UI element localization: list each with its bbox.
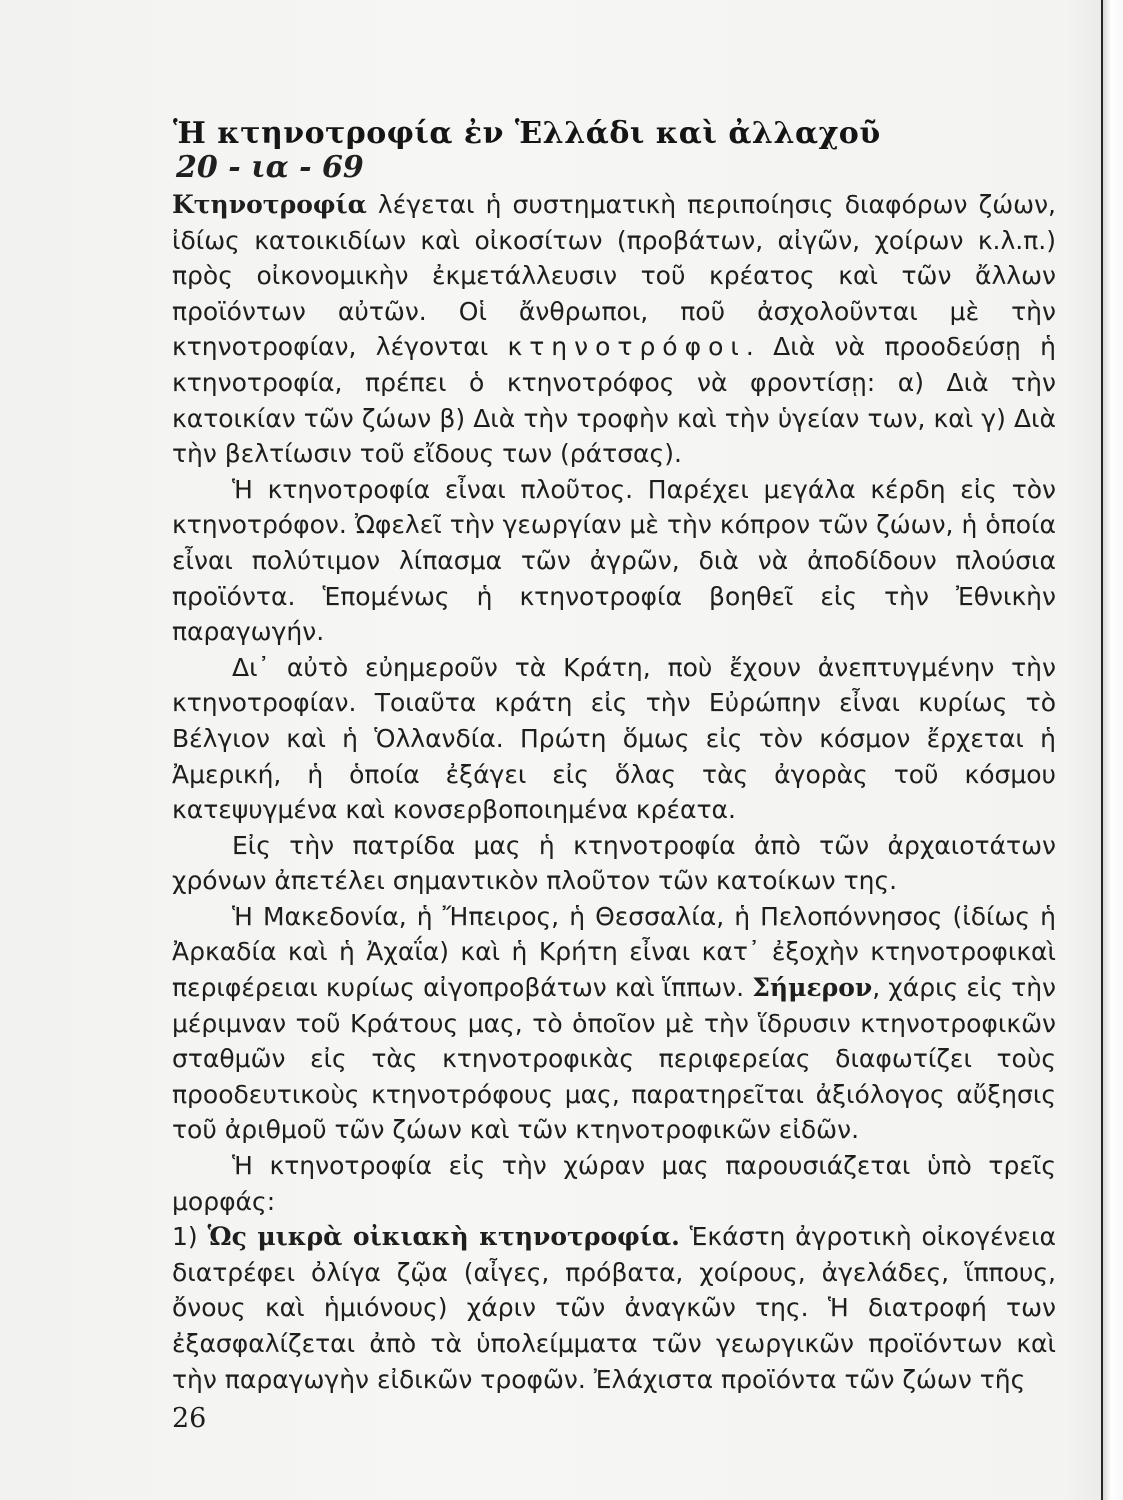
paragraph-text: λέγεται ἡ συστηματικὴ περιποίησις διαφόρων ζώων, ἰδίως κατοικιδίων καὶ οἰκοσίτων (προβάτων, αἰγῶν, χοίρων κ.λ.π.) πρὸς οἰκονομικὴν ἐκμετάλλευσιν τοῦ κρέατος καὶ τῶν ἄλλων προϊόντων αὐτῶν. Οἱ ἄνθρωποι, ποῦ ἀσχολοῦνται μὲ τὴν κτηνοτροφίαν, λέγονται <box>172 190 1056 362</box>
bold-term: Ὡς μικρὰ οἰκιακὴ κτηνοτροφία. <box>207 1222 680 1252</box>
paragraph-2: Ἡ κτηνοτροφία εἶναι πλοῦτος. Παρέχει μεγάλα κέρδη εἰς τὸν κτηνοτρόφον. Ὠφελεῖ τὴν γεωργίαν μὲ τὴν κόπρον τῶν ζώων, ἡ ὁποία εἶναι πολύτιμον λίπασμα τῶν ἀγρῶν, διὰ νὰ ἀποδίδουν πλούσια προϊόντα. Ἑπομένως ἡ κτηνοτροφία βοηθεῖ εἰς τὴν Ἐθνικὴν παραγωγήν. <box>172 474 1056 647</box>
paragraph-4: Εἰς τὴν πατρίδα μας ἡ κτηνοτροφία ἀπὸ τῶν ἀρχαιοτάτων χρόνων ἀπετέλει σημαντικὸν πλοῦτον τῶν κατοίκων της. <box>172 830 1056 896</box>
page-number: 26 <box>172 1403 207 1434</box>
paragraph-text: Ἑκάστη ἀγροτικὴ οἰκογένεια διατρέφει ὀλίγα ζῷα (αἶγες, πρόβατα, χοίρους, ἀγελάδες, ἵππους, ὄνους καὶ ἡμιόνους) χάριν τῶν ἀναγκῶν της. Ἡ διατροφή των ἐξασφαλίζεται ἀπὸ τὰ ὑπολείμματα τῶν γεωργικῶν προϊόντων καὶ τὴν παραγωγὴν εἰδικῶν τροφῶν. Ἐλάχιστα προϊόντα τῶν ζώων τῆς <box>172 1222 1057 1394</box>
spaced-term: κτηνοτρόφοι <box>507 332 746 362</box>
paragraph-1 <box>172 187 1056 472</box>
body-text <box>172 187 1056 1397</box>
paragraph-5 <box>172 899 1056 1148</box>
paragraph-text: Ἡ Μακεδονία, ἡ Ἤπειρος, ἡ Θεσσαλία, ἡ Πελοπόννησος (ἰδίως ἡ Ἀρκαδία καὶ ἡ Ἀχαΐα) καὶ ἡ Κρήτη εἶναι κατ᾽ ἐξοχὴν κτηνοτροφικαὶ περιφέρειαι κυρίως αἰγοπροβάτων καὶ ἵππων. <box>172 901 1056 1003</box>
page-edge <box>1101 0 1123 1500</box>
paragraph-3: Δι᾽ αὐτὸ εὐημεροῦν τὰ Κράτη, ποὺ ἔχουν ἀνεπτυγμένην τὴν κτηνοτροφίαν. Τοιαῦτα κράτη εἰς τὴν Εὐρώπην εἶναι κυρίως τὸ Βέλγιον καὶ ἡ Ὁλλανδία. Πρώτη ὅμως εἰς τὸν κόσμον ἔρχεται ἡ Ἀμερική, ἡ ὁποία ἐξάγει εἰς ὅλας τὰς ἀγορὰς τοῦ κόσμου κατεψυγμένα καὶ κονσερβοποιημένα κρέατα. <box>172 652 1056 825</box>
paragraph-text: , χάρις εἰς τὴν μέριμναν τοῦ Κράτους μας, τὸ ὁποῖον μὲ τὴν ἵδρυσιν κτηνοτροφικῶν σταθμῶν εἰς τὰς κτηνοτροφικὰς περιφερείας διαφωτίζει τοὺς προοδευτικοὺς κτηνοτρόφους μας, παρατηρεῖται ἀξιόλογος αὔξησις τοῦ ἀριθμοῦ τῶν ζώων καὶ τῶν κτηνοτροφικῶν εἰδῶν. <box>172 973 1057 1145</box>
bold-term: Κτηνοτροφία <box>172 190 367 219</box>
list-marker: 1) <box>172 1222 208 1252</box>
paragraph-6: Ἡ κτηνοτροφία εἰς τὴν χώραν μας παρουσιάζεται ὑπὸ τρεῖς μορφάς: <box>172 1151 1056 1216</box>
paragraph-7 <box>172 1219 1056 1397</box>
bold-term: Σήμερον <box>752 973 873 1003</box>
paragraph-text: . Διὰ νὰ προοδεύσῃ ἡ κτηνοτροφία, πρέπει ὁ κτηνοτρόφος νὰ φροντίσῃ: α) Διὰ τὴν κατοικίαν τῶν ζώων β) Διὰ τὴν τροφὴν καὶ τὴν ὑγείαν των, καὶ γ) Διὰ τὴν βελτίωσιν τοῦ εἴδους των (ράτσας). <box>172 332 1056 469</box>
handwritten-note: 20 - ια - 69 <box>176 150 364 185</box>
section-heading: Ἡ κτηνοτροφία ἐν Ἑλλάδι καὶ ἀλλαχοῦ <box>173 116 881 151</box>
